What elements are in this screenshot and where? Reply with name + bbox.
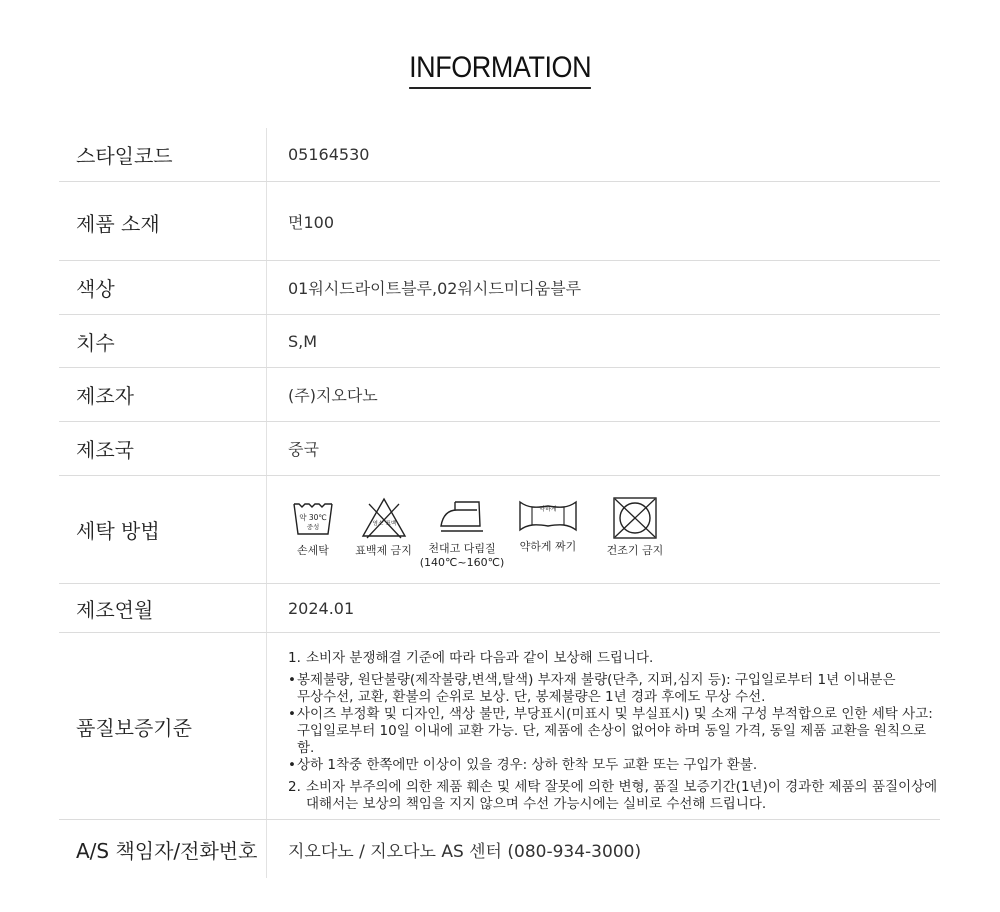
label-maker: 제조자	[59, 368, 267, 421]
quality-bullet-2: • 사이즈 부정확 및 디자인, 색상 불만, 부당표시(미표시 및 부실표시) 및 소재 구성 부적합으로 인한 세탁 사고:	[288, 706, 933, 722]
no-tumble-dry-icon	[612, 496, 658, 540]
quality-bullet-2-cont	[288, 723, 940, 757]
care-no-dryer	[605, 496, 665, 558]
quality-item-2	[288, 779, 937, 796]
iron-cloth-icon	[437, 496, 487, 538]
caption-no-bleach: 표백제 금지	[355, 544, 412, 557]
care-wring	[518, 496, 578, 554]
page-title: INFORMATION	[409, 50, 591, 89]
quality-bullet-3-text: 상하 1착중 한쪽에만 이상이 있을 경우: 상하 한착 모두 교환 또는 구입가 환불.	[297, 757, 758, 773]
care-no-bleach	[356, 496, 411, 558]
caption-iron-line2: (140℃~160℃)	[419, 556, 505, 569]
quality-num-1: 1.	[288, 650, 301, 666]
quality-bullet-1b: 무상수선, 교환, 환불의 순위로 보상. 단, 봉제불량은 1년 경과 후에도 무상 수선.	[297, 689, 766, 705]
caption-iron-line1: 천대고 다림질	[428, 542, 496, 555]
value-material: 면100	[288, 213, 334, 232]
wring-inner: 약하게	[539, 506, 557, 513]
quality-item-1	[288, 650, 653, 667]
care-hand-wash	[288, 496, 338, 558]
value-color: 01워시드라이트블루,02워시드미디움블루	[288, 279, 582, 298]
value-as: 지오다노 / 지오다노 AS 센터 (080-934-3000)	[288, 841, 642, 862]
row-maker	[59, 368, 940, 422]
row-as	[59, 820, 940, 878]
care-iron	[419, 496, 505, 570]
value-date: 2024.01	[288, 598, 355, 618]
gentle-wring-icon	[518, 496, 578, 536]
quality-num-2: 2.	[288, 779, 301, 795]
caption-hand-wash: 손세탁	[297, 544, 329, 557]
quality-bullet-2b: 구입일로부터 10일 이내에 교환 가능. 단, 제품에 손상이 없어야 하며 동일 가격, 동일 제품 교환을 원칙으로 함.	[297, 723, 927, 756]
quality-bullet-3: • 상하 1착중 한쪽에만 이상이 있을 경우: 상하 한착 모두 교환 또는 구입가 환불.	[288, 757, 758, 773]
title-wrap	[0, 50, 1000, 89]
hand-wash-icon	[291, 496, 335, 540]
label-as: A/S 책임자/전화번호	[59, 820, 267, 878]
quality-line-2b: 대해서는 보상의 책임을 지지 않으며 수선 가능시에는 실비로 수선해 드립니다.	[306, 796, 767, 812]
caption-wring: 약하게 짜기	[519, 540, 577, 553]
no-bleach-inner-1: 염소	[372, 521, 383, 527]
quality-item-2-cont	[288, 796, 766, 813]
quality-bullet-2a: 사이즈 부정확 및 디자인, 색상 불만, 부당표시(미표시 및 부실표시) 및 소재 구성 부적합으로 인한 세탁 사고:	[297, 706, 933, 722]
wash-icons	[267, 476, 940, 583]
quality-bullet-1-cont	[288, 689, 765, 706]
quality-bullet-1a: 봉제불량, 원단불량(제작불량,변색,탈색) 부자재 불량(단추, 지퍼,심지 등): 구입일로부터 1년 이내분은	[297, 672, 896, 688]
quality-text	[267, 633, 940, 819]
label-country: 제조국	[59, 422, 267, 475]
value-style-code: 05164530	[288, 145, 370, 164]
label-size: 치수	[59, 315, 267, 367]
caption-no-dryer: 건조기 금지	[606, 544, 664, 557]
row-country	[59, 422, 940, 476]
label-style-code: 스타일코드	[59, 128, 267, 181]
quality-bullet-1: • 봉제불량, 원단불량(제작불량,변색,탈색) 부자재 불량(단추, 지퍼,심지 등): 구입일로부터 1년 이내분은	[288, 672, 896, 688]
row-material	[59, 182, 940, 261]
quality-line-1: 소비자 분쟁해결 기준에 따라 다음과 같이 보상해 드립니다.	[306, 650, 654, 666]
row-color	[59, 261, 940, 315]
label-wash: 세탁 방법	[59, 476, 267, 583]
no-bleach-icon	[360, 496, 408, 540]
label-material: 제품 소재	[59, 182, 267, 260]
value-country: 중국	[288, 440, 319, 459]
quality-line-2a: 소비자 부주의에 의한 제품 훼손 및 세탁 잘못에 의한 변형, 품질 보증기간(1년)이 경과한 제품의 품질이상에	[306, 779, 938, 795]
hand-wash-inner-1: 약 30℃	[299, 513, 327, 522]
value-size: S,M	[288, 331, 318, 351]
row-date	[59, 584, 940, 633]
row-wash	[59, 476, 940, 584]
hand-wash-inner-2: 중성	[306, 523, 320, 531]
info-table	[59, 128, 940, 878]
value-maker: (주)지오다노	[288, 386, 378, 405]
label-quality: 품질보증기준	[59, 633, 267, 819]
label-color: 색상	[59, 261, 267, 314]
row-quality	[59, 633, 940, 820]
no-bleach-inner-2: 표백	[385, 521, 396, 527]
caption-iron	[420, 542, 505, 570]
row-size	[59, 315, 940, 368]
row-style-code	[59, 128, 940, 182]
label-date: 제조연월	[59, 584, 267, 632]
